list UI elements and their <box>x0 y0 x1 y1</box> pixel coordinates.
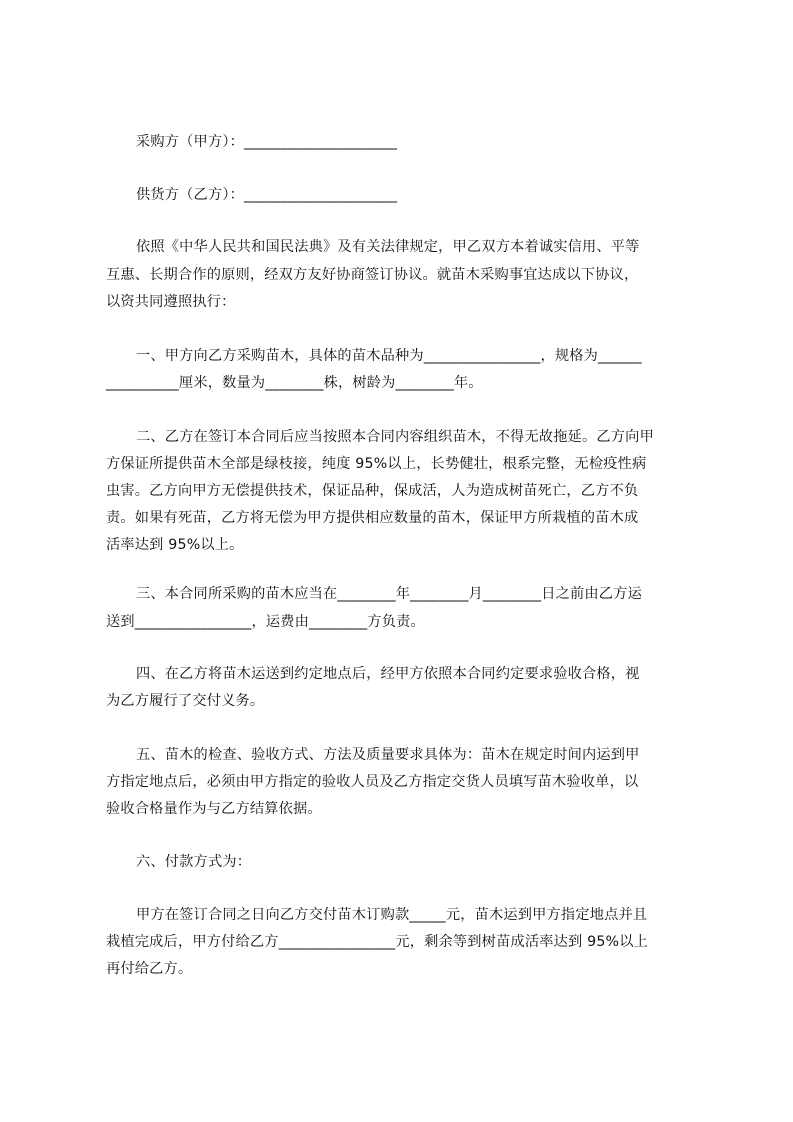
clause-4-line-1: 四、在乙方将苗木运送到约定地点后，经甲方依照本合同约定要求验收合格，视 <box>136 666 640 682</box>
clause-3-line-1: 三、本合同所采购的苗木应当在________年________月________日之前由乙方运 <box>136 586 642 602</box>
intro-line-2: 互惠、长期合作的原则，经双方友好协商签订协议。就苗木采购事宜达成以下协议， <box>106 267 639 283</box>
clause-2-line-1: 二、乙方在签订本合同后应当按照本合同内容组织苗木，不得无故拖延。乙方向甲 <box>136 429 654 445</box>
party-a-line: 采购方（甲方）：_____________________ <box>136 134 398 150</box>
clause-3-line-2: 送到________________，运费由________方负责。 <box>106 614 425 630</box>
clause-6-title: 六、付款方式为： <box>136 854 252 870</box>
clause-6-line-2: 栽植完成后，甲方付给乙方________________元，剩余等到树苗成活率达到 95%以上 <box>106 934 649 950</box>
party-b-line: 供货方（乙方）：_____________________ <box>136 187 398 203</box>
clause-2-line-3: 虫害。乙方向甲方无偿提供技术，保证品种，保成活，人为造成树苗死亡，乙方不负 <box>106 483 639 499</box>
clause-5-line-1: 五、苗木的检查、验收方式、方法及质量要求具体为：苗木在规定时间内运到甲 <box>136 747 640 763</box>
clause-1-line-1: 一、甲方向乙方采购苗木，具体的苗木品种为________________，规格为______ <box>136 348 642 364</box>
clause-2-line-2: 方保证所提供苗木全部是绿枝接，纯度 95%以上，长势健壮，根系完整，无检疫性病 <box>106 456 647 472</box>
clause-6-line-3: 再付给乙方。 <box>106 961 193 977</box>
clause-6-line-1: 甲方在签订合同之日向乙方交付苗木订购款_____元，苗木运到甲方指定地点并且 <box>136 907 648 923</box>
clause-1-line-2: __________厘米，数量为________株，树龄为________年。 <box>106 375 483 391</box>
intro-line-3: 以资共同遵照执行： <box>106 294 236 310</box>
clause-2-line-5: 活率达到 95%以上。 <box>106 537 244 553</box>
clause-5-line-2: 方指定地点后，必须由甲方指定的验收人员及乙方指定交货人员填写苗木验收单，以 <box>106 774 639 790</box>
clause-4-line-2: 为乙方履行了交付义务。 <box>106 693 265 709</box>
clause-5-line-3: 验收合格量作为与乙方结算依据。 <box>106 801 322 817</box>
clause-2-line-4: 责。如果有死苗，乙方将无偿为甲方提供相应数量的苗木，保证甲方所栽植的苗木成 <box>106 510 639 526</box>
intro-line-1: 依照《中华人民共和国民法典》及有关法律规定，甲乙双方本着诚实信用、平等 <box>136 239 640 255</box>
